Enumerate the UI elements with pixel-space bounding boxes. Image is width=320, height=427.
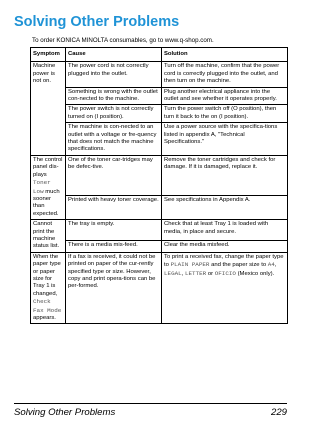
cause-cell: Printed with heavy toner coverage. [66, 196, 162, 220]
setting-code: PLAIN PAPER [170, 261, 210, 269]
footer-section-title: Solving Other Problems [14, 407, 116, 418]
panel-message-code: Check Fax Mode [33, 298, 62, 314]
page-number: 229 [270, 407, 287, 418]
solution-text: , [274, 262, 277, 269]
setting-code: OFICIO [214, 269, 236, 277]
symptom-text: When the paper type or paper size for Tray 1 is changed, [33, 253, 61, 297]
cause-cell: There is a media mis-feed. [66, 240, 162, 252]
cause-cell: The power cord is not correctly plugged into the outlet. [66, 62, 162, 87]
setting-code: A4 [267, 261, 275, 269]
solution-cell: Remove the toner cartridges and check for damage. If it is damaged, replace it. [162, 155, 288, 196]
solution-cell: Turn off the machine, confirm that the power cord is correctly plugged into the outlet, and then turn on the machine. [162, 62, 288, 87]
cause-cell: One of the toner car-tridges may be defec-tive. [66, 155, 162, 196]
table-row [31, 105, 288, 123]
footer-divider [14, 403, 287, 404]
header-cause: Cause [66, 48, 162, 62]
table-row [31, 155, 288, 196]
table-row [31, 196, 288, 220]
solution-cell: See specifications in Appendix A. [162, 196, 288, 220]
symptom-text: The control panel dis-plays [33, 156, 63, 178]
header-solution: Solution [162, 48, 288, 62]
solution-cell: Use a power source with the specifica-tions listed in appendix A, "Technical Specifications." [162, 123, 288, 156]
solution-text: and the paper size to [211, 262, 267, 269]
table-row [31, 123, 288, 156]
header-symptom: Symptom [31, 48, 66, 62]
cause-cell: Something is wrong with the outlet con-nected to the machine. [66, 87, 162, 105]
intro-text: To order KONICA MINOLTA consumables, go to www.q-shop.com. [32, 37, 214, 44]
symptom-cell: Machine power is not on. [31, 62, 66, 155]
solution-cell: Check that at least Tray 1 is loaded with media, in place and secure. [162, 220, 288, 241]
table-row [31, 240, 288, 252]
table-header-row [31, 48, 288, 62]
solution-cell: Turn the power switch off (O position), then turn it back to the on (I position). [162, 105, 288, 123]
table-row [31, 62, 288, 87]
table-row [31, 87, 288, 105]
cause-cell: The power switch is not correctly turned on (I position). [66, 105, 162, 123]
cause-cell: The tray is empty. [66, 220, 162, 241]
setting-code: LETTER [184, 269, 207, 277]
solution-text: or [207, 270, 214, 277]
solution-text: , [181, 270, 184, 277]
symptom-cell [31, 155, 66, 219]
symptom-text: appears. [33, 315, 56, 321]
symptom-cell [31, 252, 66, 324]
panel-message-code: Toner Low [33, 179, 51, 195]
page-title: Solving Other Problems [14, 14, 180, 30]
symptom-text: much sooner than expected. [33, 188, 60, 217]
setting-code: LEGAL [164, 269, 182, 277]
troubleshooting-table [30, 47, 288, 324]
solution-cell: Plug another electrical appliance into the outlet and see whether it operates properly. [162, 87, 288, 105]
symptom-cell: Cannot print the machine status list. [31, 220, 66, 253]
solution-text: (Mexico only). [237, 270, 275, 277]
solution-text: To print a received fax, change the paper type to [164, 253, 284, 269]
cause-cell: If a fax is received, it could not be printed on paper of the cur-rently specified type or size. However, copy and print opera-tions can be per-formed. [66, 252, 162, 324]
solution-cell: Clear the media misfeed. [162, 240, 288, 252]
cause-cell: The machine is con-nected to an outlet with a voltage or fre-quency that does not match the machine specifications. [66, 123, 162, 156]
solution-cell [162, 252, 288, 324]
table-row [31, 220, 288, 241]
table-row [31, 252, 288, 324]
